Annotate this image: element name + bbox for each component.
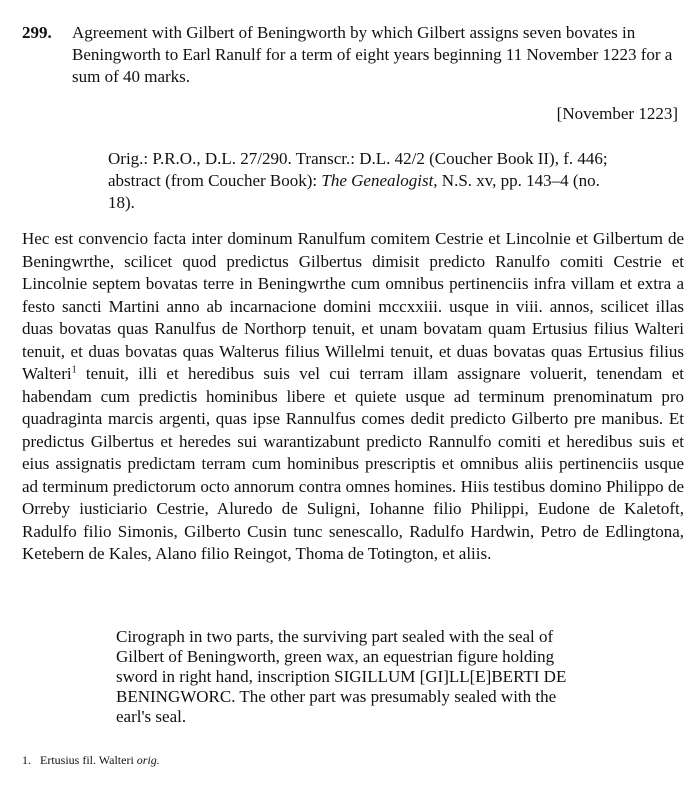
footnote-number: 1.: [22, 753, 31, 767]
charter-text-part2: tenuit, illi et heredibus suis vel cui terram illam assignare voluerit, tenendam et habendam cum predictis hominibus libere et quiete usque ad terminum prenominatum pro quadraginta marcis argenti, quas ipse Rannulfus comes dedit predicto Gilberto pre manibus. Et predictus Gilbertus et heredes sui warantizabunt predicto Rannulfo comiti et heredibus suis et eius assignatis predictam terram cum hominibus prescriptis et omnibus aliis pertinenciis usque ad terminum predictorum octo annorum contra omnes homines. Hiis testibus domino Philippo de Orreby iusticiario Cestrie, Aluredo de Suligni, Iohanne filio Philippi, Eudone de Kaletoft, Radulfo filio Simonis, Gilberto Cusin tunc senescallo, Radulfo Hardwin, Petro de Edlingtona, Ketebern de Kales, Alano filio Reingot, Thoma de Totington, et aliis.: [22, 364, 684, 563]
descriptive-note: Cirograph in two parts, the surviving part sealed with the seal of Gilbert of Beningworth, green wax, an equestrian figure holding sword in right hand, inscription SIGILLUM [GI]LL[E]BERTI DE BENINGWORC. The other part was presumably sealed with the earl's seal.: [116, 627, 567, 726]
source-text-1: Orig.: P.R.O., D.L. 27/290. Transcr.: D.L. 42/2 (Coucher Book II), f. 446; abstract (from Coucher Book):: [108, 149, 608, 190]
entry-heading: [22, 22, 682, 88]
charter-text: [22, 228, 684, 566]
footnote-source: orig.: [136, 753, 160, 767]
charter-text-part1: Hec est convencio facta inter dominum Ranulfum comitem Cestrie et Lincolnie et Gilbertum de Beningwrthe, scilicet quod predictus Gilbertus dimisit predicto Ranulfo comiti Cestrie et Lincolnie septem bovatas terre in Beningwrthe cum omnibus pertinenciis infra villam et extra a festo sancti Martini anno ab incarnacione domini mccxxiii. usque in viii. annos, scilicet illas duas bovatas quas Ranulfus de Northorp tenuit, et unam bovatam quam Ertusius filius Walteri tenuit, et duas bovatas quas Walterus filius Willelmi tenuit, et duas bovatas quas Ertusius filius Walteri: [22, 229, 684, 383]
footnote-reference: 1: [71, 364, 77, 376]
footnote: [22, 753, 160, 768]
source-journal: The Genealogist: [321, 171, 434, 190]
entry-number: 299.: [22, 23, 52, 42]
entry-date: [November 1223]: [556, 104, 678, 123]
footnote-text: Ertusius fil. Walteri: [40, 753, 137, 767]
entry-title: Agreement with Gilbert of Beningworth by which Gilbert assigns seven bovates in Beningworth to Earl Ranulf for a term of eight years beginning 11 November 1223 for a sum of 40 marks.: [72, 23, 673, 86]
source-references: [108, 148, 608, 214]
source-text-2: , N.S. xv, pp. 143–4 (no. 18).: [108, 171, 600, 212]
